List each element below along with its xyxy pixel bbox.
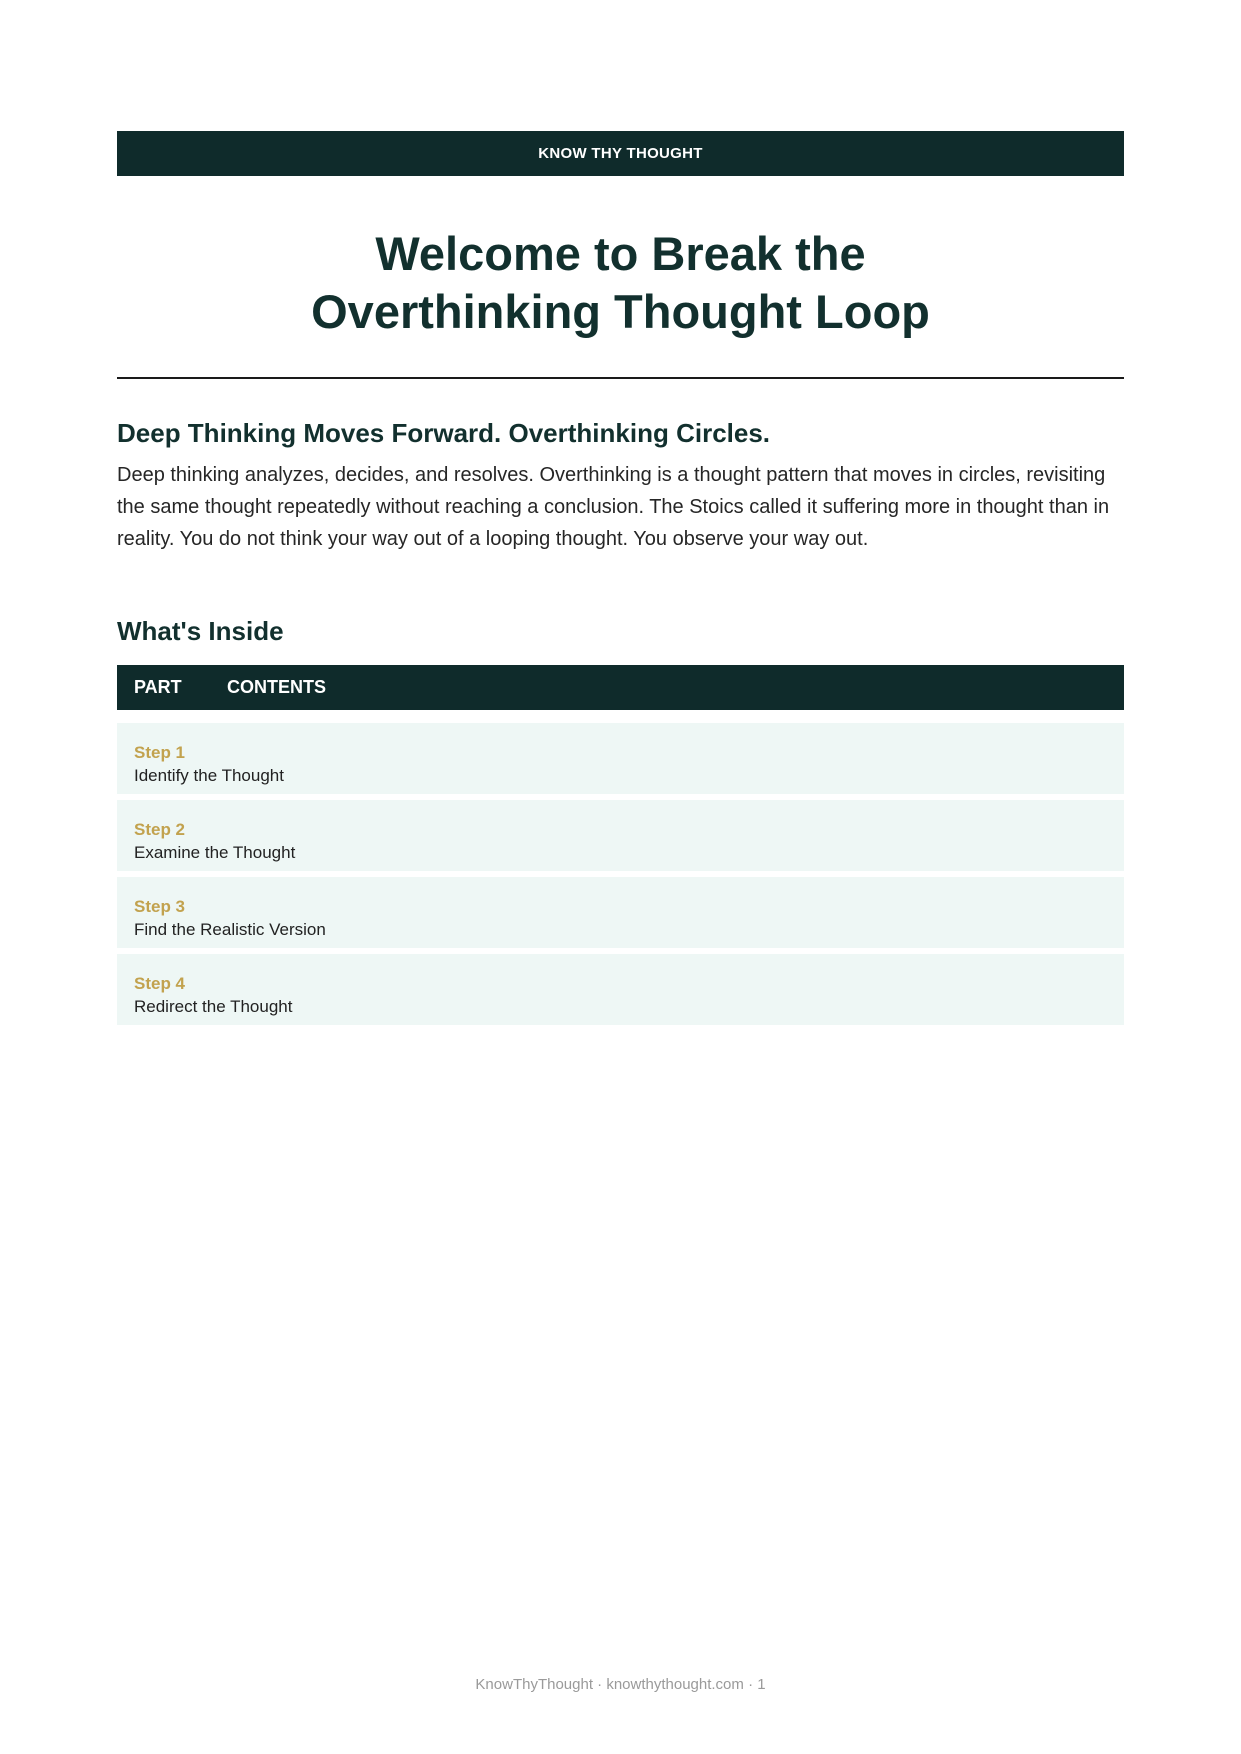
row-content: Examine the Thought [134, 843, 296, 862]
intro-heading: Deep Thinking Moves Forward. Overthinking Circles. [117, 418, 771, 448]
column-header-part: PART [134, 677, 182, 697]
table-row [117, 800, 1124, 871]
row-step-label: Step 4 [134, 974, 186, 993]
page-footer: KnowThyThought · knowthythought.com · 1 [475, 1676, 766, 1693]
banner-label: KNOW THY THOUGHT [538, 145, 703, 162]
title-divider [117, 377, 1124, 379]
top-banner [117, 131, 1124, 176]
row-step-label: Step 3 [134, 897, 186, 916]
row-content: Find the Realistic Version [134, 920, 326, 939]
intro-paragraph: Deep thinking analyzes, decides, and resolves. Overthinking is a thought pattern that moves in circles, revisiting the same thought repeatedly without reaching a conclusion. The Stoics called it suffering more in thought than in reality. You do not think your way out of a looping thought. You observe your way out. [117, 464, 1110, 550]
table-row [117, 723, 1124, 794]
row-step-label: Step 2 [134, 820, 186, 839]
page-title [117, 225, 1124, 341]
page-title-line-2: Overthinking Thought Loop [311, 285, 930, 338]
table-row [117, 954, 1124, 1025]
contents-table-header [117, 665, 1124, 710]
document-page [117, 131, 1124, 1031]
row-content: Redirect the Thought [134, 997, 293, 1016]
page-title-line-1: Welcome to Break the [375, 227, 866, 280]
contents-table-body [117, 723, 1124, 1025]
row-content: Identify the Thought [134, 766, 284, 785]
table-row [117, 877, 1124, 948]
column-header-contents: CONTENTS [227, 677, 326, 697]
row-step-label: Step 1 [134, 743, 186, 762]
whats-inside-heading: What's Inside [117, 616, 284, 646]
